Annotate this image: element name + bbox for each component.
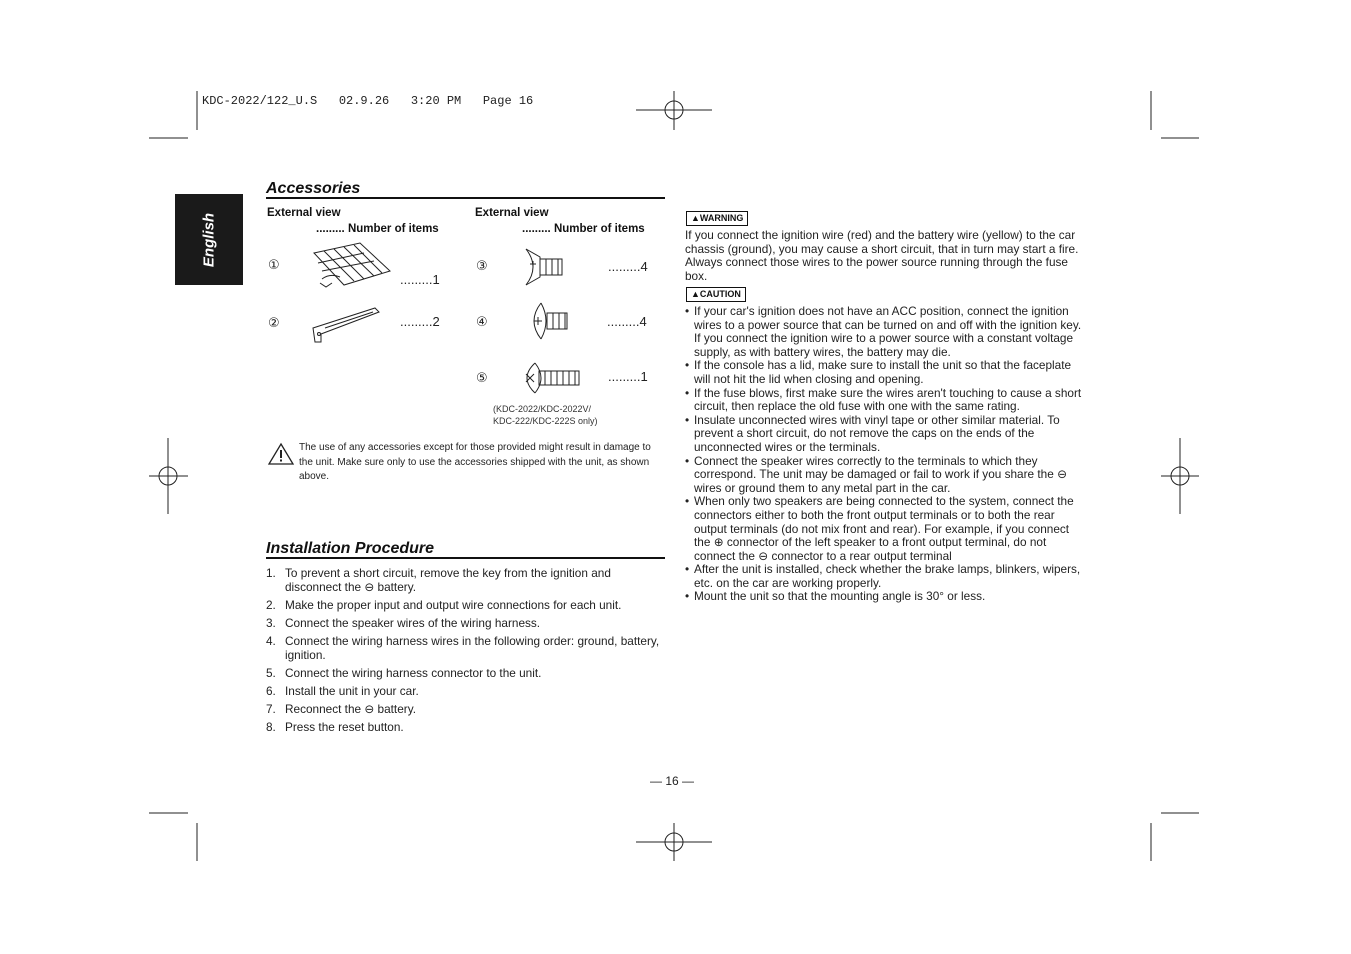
model-note-line-2: KDC-222/KDC-222S only) bbox=[493, 416, 598, 426]
warning-triangle-icon: ▲ bbox=[691, 213, 700, 223]
removal-tool-icon bbox=[311, 306, 383, 344]
list-item: 2. Make the proper input and output wire connections for each unit. bbox=[266, 598, 622, 612]
page-number: — 16 — bbox=[650, 774, 695, 788]
long-screw-icon bbox=[517, 361, 583, 395]
warning-badge: ▲WARNING bbox=[686, 211, 748, 226]
registration-mark-top bbox=[636, 91, 712, 130]
minus-terminal-icon: ⊖ bbox=[364, 702, 375, 716]
left-external-view-label: External view bbox=[267, 207, 341, 219]
list-item: 5. Connect the wiring harness connector to the unit. bbox=[266, 666, 542, 680]
round-head-screw-icon bbox=[527, 301, 571, 341]
item-5-marker: ⑤ bbox=[476, 370, 488, 385]
caution-badge: ▲CAUTION bbox=[686, 287, 746, 302]
list-item: • Mount the unit so that the mounting angle is 30° or less. bbox=[685, 590, 1085, 604]
list-item: 4. Connect the wiring harness wires in the following order: ground, battery, ignition. bbox=[266, 634, 660, 662]
caution-triangle-small-icon: ▲ bbox=[691, 289, 700, 299]
mounting-sleeve-icon bbox=[312, 241, 392, 291]
list-item: • Insulate unconnected wires with vinyl tape or other similar material. To prevent a short circuit, do not remove the caps on the ends of the unconnected wires or the terminals. bbox=[685, 414, 1085, 455]
left-number-of-items-label: ......... Number of items bbox=[316, 223, 439, 235]
item-3-marker: ③ bbox=[476, 258, 488, 273]
list-item: • When only two speakers are being connected to the system, connect the connectors either to both the front output terminals or to both the rear output terminals (do not mix front and rear). For example, if you connect the ⊕ connector of the left speaker to a front output terminal, do not connect the ⊖ connector to a rear output terminal bbox=[685, 495, 1085, 563]
registration-mark-bottom bbox=[636, 823, 712, 861]
list-item: 3. Connect the speaker wires of the wiring harness. bbox=[266, 616, 541, 630]
item-2-marker: ② bbox=[268, 315, 280, 330]
item-4-count: .........4 bbox=[607, 314, 647, 329]
item-1-marker: ① bbox=[268, 257, 280, 272]
right-external-view-label: External view bbox=[475, 207, 549, 219]
list-item: • After the unit is installed, check whether the brake lamps, blinkers, wipers, etc. on the car are working properly. bbox=[685, 563, 1085, 590]
minus-terminal-icon: ⊖ bbox=[1057, 467, 1067, 482]
installation-steps bbox=[266, 566, 666, 738]
model-note-line-1: (KDC-2022/KDC-2022V/ bbox=[493, 404, 592, 414]
minus-terminal-icon: ⊖ bbox=[758, 548, 769, 563]
right-number-of-items-label: ......... Number of items bbox=[522, 223, 645, 235]
language-label: English bbox=[200, 212, 218, 267]
list-item: • Connect the speaker wires correctly to the terminals to which they correspond. The unit may be damaged or fail to work if you share the ⊖ wires or ground them to any metal part in the car. bbox=[685, 455, 1085, 496]
flat-head-screw-icon bbox=[522, 247, 566, 287]
list-item: • If the fuse blows, first make sure the wires aren't touching to cause a short circuit, then replace the old fuse with one with the same rating. bbox=[685, 387, 1085, 414]
item-1-count: .........1 bbox=[400, 272, 440, 287]
installation-title: Installation Procedure bbox=[266, 540, 435, 557]
list-item: 1. To prevent a short circuit, remove the key from the ignition and disconnect the ⊖ battery. bbox=[266, 566, 611, 594]
warning-text: If you connect the ignition wire (red) and the battery wire (yellow) to the car chassis (ground), you may cause a short circuit, that in turn may start a fire. Always connect those wires to the power source running through the fuse box. bbox=[685, 228, 1079, 283]
minus-terminal-icon: ⊖ bbox=[364, 580, 375, 594]
accessories-rule bbox=[266, 197, 665, 199]
language-tab bbox=[175, 194, 243, 285]
registration-mark-left bbox=[149, 438, 188, 514]
item-3-count: .........4 bbox=[608, 259, 648, 274]
item-4-marker: ④ bbox=[476, 314, 488, 329]
registration-mark-right bbox=[1161, 438, 1199, 514]
item-2-count: .........2 bbox=[400, 314, 440, 329]
print-slug: KDC-2022/122_U.S 02.9.26 3:20 PM Page 16 bbox=[202, 94, 534, 108]
accessories-title: Accessories bbox=[266, 180, 361, 197]
plus-terminal-icon: ⊕ bbox=[713, 535, 724, 550]
list-item: • If the console has a lid, make sure to install the unit so that the faceplate will not hit the lid when closing and opening. bbox=[685, 359, 1085, 386]
list-item: 7. Reconnect the ⊖ battery. bbox=[266, 702, 416, 716]
list-item: • If your car's ignition does not have an ACC position, connect the ignition wires to a power source that can be turned on and off with the ignition key. If you connect the ignition wire to a power source with a constant voltage supply, as with battery wires, the battery may die. bbox=[685, 305, 1085, 359]
installation-rule bbox=[266, 557, 665, 559]
list-item: 8. Press the reset button. bbox=[266, 720, 404, 734]
list-item: 6. Install the unit in your car. bbox=[266, 684, 419, 698]
accessories-caution-text: The use of any accessories except for those provided might result in damage to the unit. Make sure only to use the accessories shipped with the unit, as shown above. bbox=[299, 442, 651, 482]
caution-triangle-icon bbox=[268, 443, 294, 465]
item-5-count: .........1 bbox=[608, 369, 648, 384]
caution-bullets bbox=[685, 305, 1085, 604]
